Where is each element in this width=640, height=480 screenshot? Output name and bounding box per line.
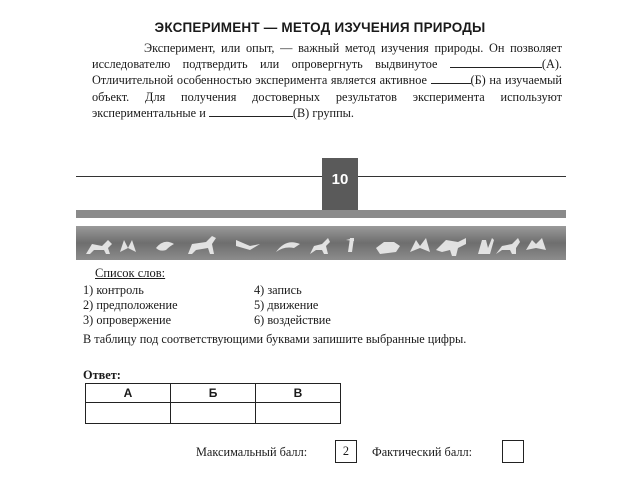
max-score-label: Максимальный балл:: [196, 445, 308, 459]
task-paragraph: [92, 40, 562, 121]
word-list-title: Список слов:: [95, 266, 166, 280]
answer-header-b: Б: [171, 384, 256, 403]
answer-cell-b[interactable]: [171, 403, 256, 424]
answer-label: Ответ:: [83, 368, 121, 382]
answer-cell-v[interactable]: [256, 403, 341, 424]
blank-v[interactable]: [209, 106, 293, 117]
decor-band-top: [76, 210, 566, 218]
answer-table: [85, 383, 341, 424]
divider-right: [358, 176, 566, 177]
animal-silhouettes-icon: [76, 226, 566, 260]
paragraph-part-2: (А). Отличительной особенностью эксперимента является активное: [92, 57, 562, 88]
actual-score-label: Фактический балл:: [372, 445, 473, 459]
word-item: 6) воздействие: [254, 313, 331, 327]
paragraph-part-1: Эксперимент, или опыт, — важный метод изучения природы. Он позволяет исследователю подтвердить или опровергнуть выдвинутое: [92, 41, 562, 72]
actual-score-box[interactable]: [502, 440, 524, 463]
answer-header-v: В: [256, 384, 341, 403]
word-item: 1) контроль: [83, 283, 144, 297]
instruction-text: В таблицу под соответствующими буквами запишите выбранные цифры.: [83, 332, 467, 346]
divider-left: [76, 176, 322, 177]
answer-cell-a[interactable]: [86, 403, 171, 424]
word-item: 3) опровержение: [83, 313, 172, 327]
task-number-badge: 10: [322, 158, 358, 210]
page-title: ЭКСПЕРИМЕНТ — МЕТОД ИЗУЧЕНИЯ ПРИРОДЫ: [154, 20, 486, 35]
word-item: 5) движение: [254, 298, 319, 312]
word-item: 2) предположение: [83, 298, 178, 312]
paragraph-part-4: (В) группы.: [292, 105, 355, 120]
paragraph-part-3: (Б) на изучаемый объект. Для получения достоверных результатов эксперимента используют экспериментальные и: [92, 73, 563, 120]
blank-a[interactable]: [450, 57, 542, 68]
answer-header-a: А: [86, 384, 171, 403]
decor-band-animals: [76, 226, 566, 260]
blank-b[interactable]: [431, 73, 471, 84]
word-item: 4) запись: [254, 283, 302, 297]
max-score-box: 2: [335, 440, 357, 463]
